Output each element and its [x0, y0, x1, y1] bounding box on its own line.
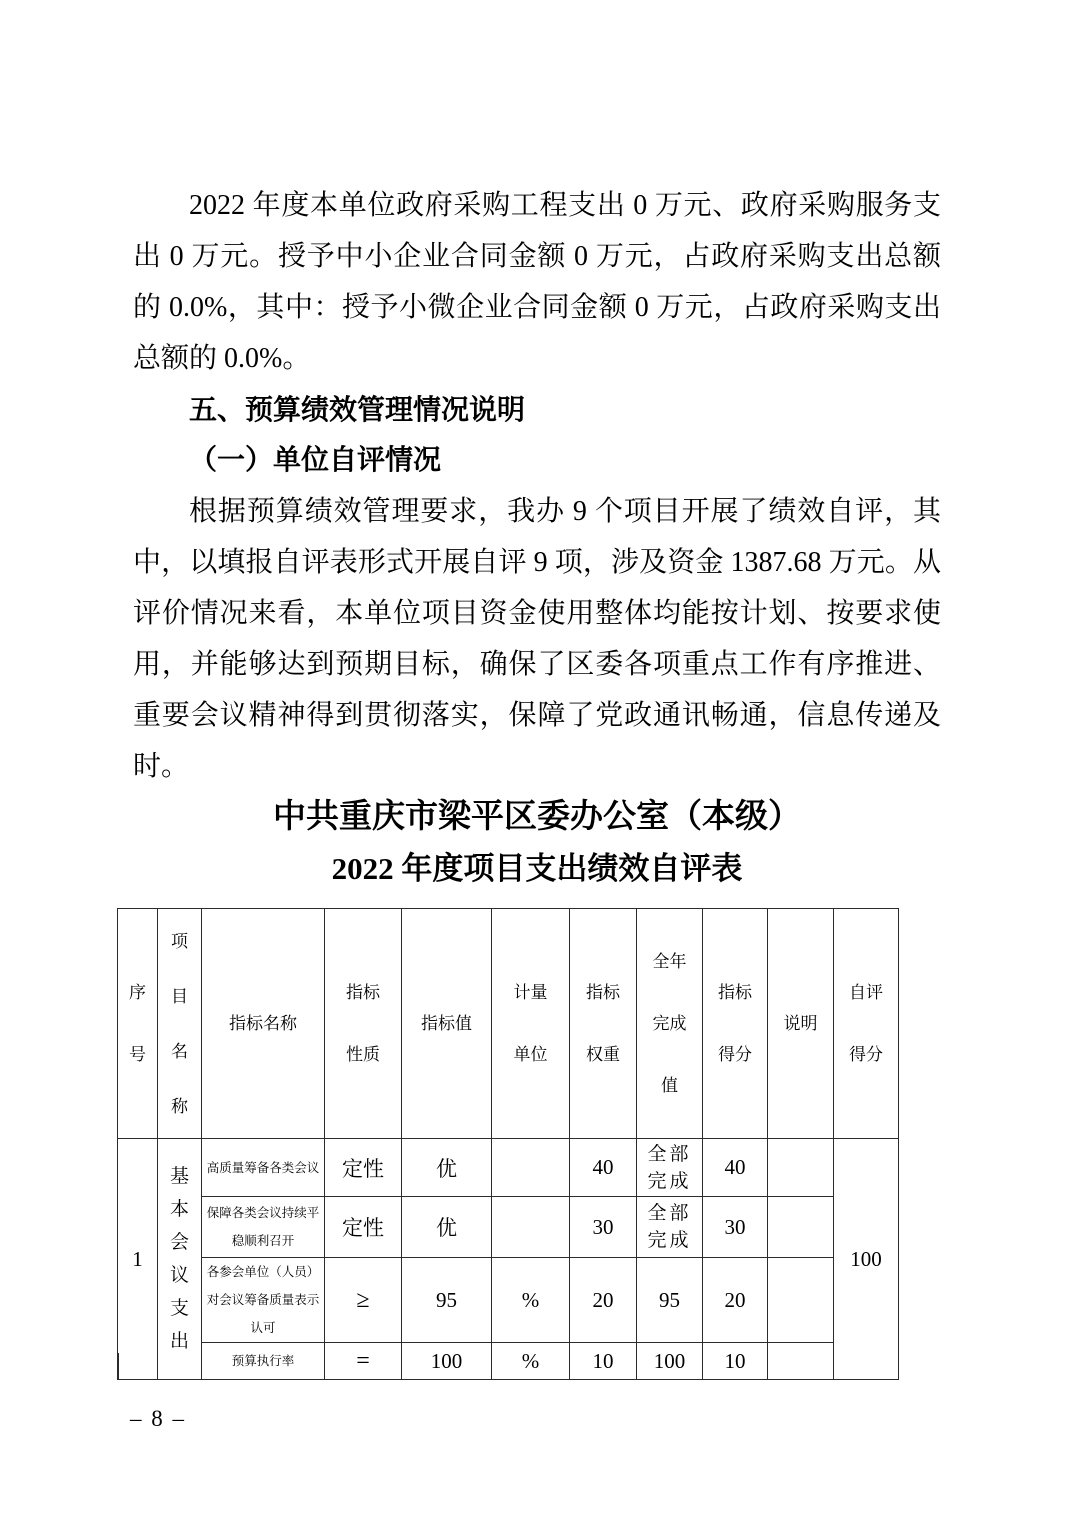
performance-self-eval-table	[117, 908, 899, 1380]
cell-indicator: 保障各类会议持续平稳顺利召开	[202, 1197, 325, 1258]
table-title-org: 中共重庆市梁平区委办公室（本级）	[273, 799, 801, 835]
cell-unit	[492, 1197, 570, 1258]
cell-unit: %	[492, 1343, 570, 1380]
col-header-seq-label: 序 号	[129, 982, 146, 1064]
table-header-row	[118, 909, 899, 1139]
cell-indicator: 预算执行率	[202, 1343, 325, 1380]
col-header-completed	[637, 909, 703, 1139]
col-header-indicator-label: 指标名称	[229, 1013, 297, 1033]
cell-nature: ≥	[325, 1258, 402, 1343]
col-header-note	[768, 909, 834, 1139]
table-title-name: 2022 年度项目支出绩效自评表	[331, 851, 743, 886]
col-header-selfscore-label: 自评 得分	[849, 982, 883, 1064]
cell-unit: %	[492, 1258, 570, 1343]
cell-seq: 1	[118, 1139, 158, 1380]
cell-project-name-text: 基 本 会 议 支 出	[169, 1166, 189, 1352]
col-header-weight-label: 指标 权重	[586, 982, 620, 1064]
cell-nature: 定性	[325, 1139, 402, 1197]
col-header-completed-label: 全年 完成 值	[652, 951, 687, 1095]
col-header-weight	[570, 909, 637, 1139]
cell-project-name	[158, 1139, 202, 1380]
cell-target: 优	[402, 1197, 492, 1258]
col-header-nature-label: 指标 性质	[346, 982, 380, 1064]
col-header-value-label: 指标值	[421, 1013, 472, 1033]
col-header-score	[703, 909, 768, 1139]
cell-nature: 定性	[325, 1197, 402, 1258]
cell-score: 10	[703, 1343, 768, 1380]
paragraph-self-eval: 根据预算绩效管理要求，我办 9 个项目开展了绩效自评，其中，以填报自评表形式开展自评 9 项，涉及资金 1387.68 万元。从评价情况来看，本单位项目资金使用整体均能按计划、按要求使用，并能够达到预期目标，确保了区委各项重点工作有序推进、重要会议精神得到贯彻落实，保障了党政通讯畅通，信息传递及时。	[133, 496, 941, 782]
col-header-unit-label: 计量 单位	[513, 982, 548, 1064]
table-row	[118, 1139, 899, 1197]
cell-weight: 20	[570, 1258, 637, 1343]
cell-weight: 40	[570, 1139, 637, 1197]
cell-completed	[637, 1139, 703, 1197]
col-header-score-label: 指标 得分	[718, 982, 752, 1064]
table-left-edge-continuation	[117, 1353, 119, 1379]
cell-indicator: 各参会单位（人员）对会议筹备质量表示认可	[202, 1258, 325, 1343]
cell-note	[768, 1343, 834, 1380]
cell-completed-text: 全部 完成	[647, 1203, 692, 1251]
table-row	[118, 1343, 899, 1380]
cell-completed-text: 全部 完成	[647, 1143, 692, 1192]
col-header-nature	[325, 909, 402, 1139]
col-header-indicator	[202, 909, 325, 1139]
cell-target: 95	[402, 1258, 492, 1343]
paragraph-procurement: 2022 年度本单位政府采购工程支出 0 万元、政府采购服务支出 0 万元。授予中小企业合同金额 0 万元，占政府采购支出总额的 0.0%，其中：授予小微企业合同金额 0 万元，占政府采购支出总额的 0.0%。	[133, 190, 941, 374]
cell-score: 30	[703, 1197, 768, 1258]
col-header-note-label: 说明	[783, 1013, 818, 1033]
cell-weight: 10	[570, 1343, 637, 1380]
col-header-value	[402, 909, 492, 1139]
table-row	[118, 1258, 899, 1343]
cell-target: 100	[402, 1343, 492, 1380]
section-heading: 五、预算绩效管理情况说明	[189, 394, 526, 425]
subsection-heading: （一）单位自评情况	[189, 445, 442, 476]
col-header-unit	[492, 909, 570, 1139]
cell-completed	[637, 1197, 703, 1258]
col-header-seq	[118, 909, 158, 1139]
cell-target: 优	[402, 1139, 492, 1197]
col-header-project-label: 项 目 名 称	[171, 931, 188, 1116]
cell-weight: 30	[570, 1197, 637, 1258]
cell-score: 20	[703, 1258, 768, 1343]
cell-nature: =	[325, 1343, 402, 1380]
cell-indicator: 高质量筹备各类会议	[202, 1139, 325, 1197]
cell-completed: 95	[637, 1258, 703, 1343]
cell-self-score: 100	[834, 1139, 899, 1380]
cell-score: 40	[703, 1139, 768, 1197]
cell-note	[768, 1197, 834, 1258]
cell-note	[768, 1258, 834, 1343]
table-row	[118, 1197, 899, 1258]
cell-unit	[492, 1139, 570, 1197]
cell-note	[768, 1139, 834, 1197]
col-header-project	[158, 909, 202, 1139]
col-header-selfscore	[834, 909, 899, 1139]
page-content	[133, 0, 941, 894]
cell-completed: 100	[637, 1343, 703, 1380]
page-number: – 8 –	[130, 1406, 186, 1431]
